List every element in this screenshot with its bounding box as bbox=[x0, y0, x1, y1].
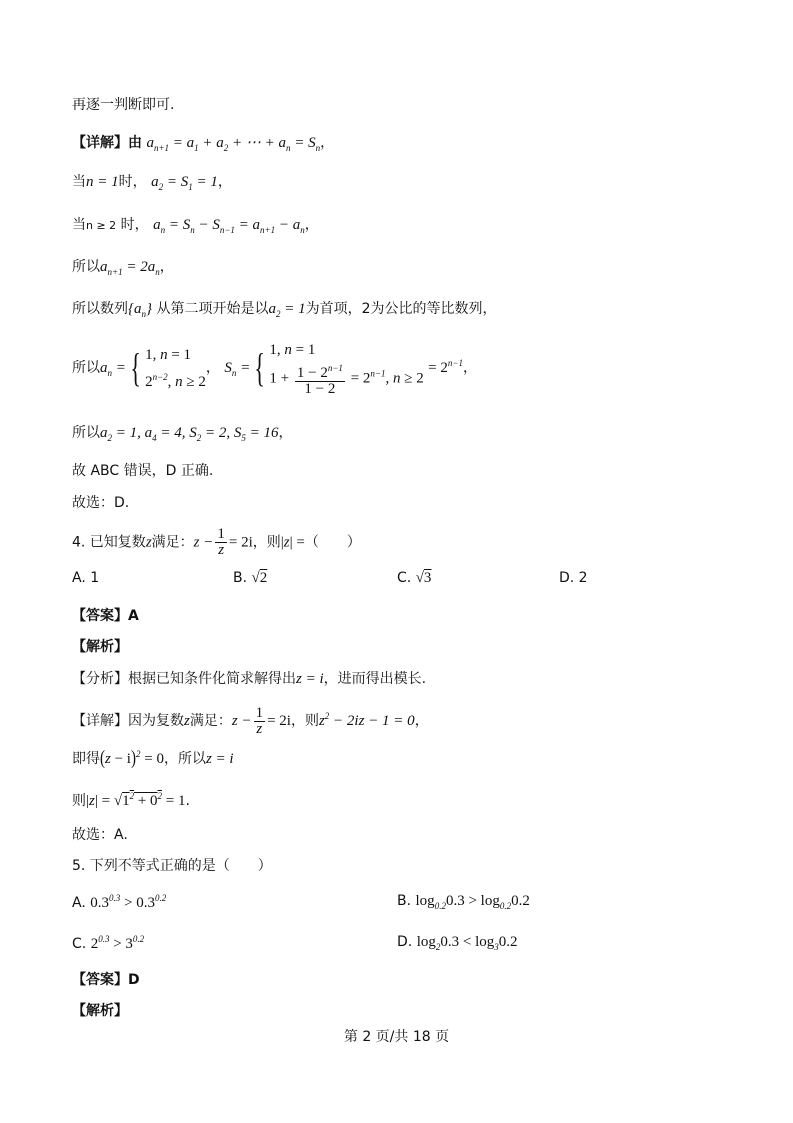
formula: z − bbox=[193, 534, 214, 551]
formula: $(z - i)^2 = 0$ bbox=[100, 748, 164, 770]
formula: $a_2 = 1$ bbox=[268, 301, 306, 319]
page-footer: 第 2 页/共 18 页 bbox=[343, 1029, 450, 1045]
text-line: 故选：D. bbox=[72, 495, 130, 511]
formula: $a_n = S_n - S_{n-1} = a_{n+1} - a_n$ bbox=[153, 217, 305, 235]
question-5-stem: 5. 下列不等式正确的是（ ） bbox=[72, 858, 272, 874]
formula: $|z| = √1^2 + 0^2 = 1$ bbox=[86, 791, 186, 809]
option-c: C. √3 bbox=[397, 570, 432, 586]
formula: $a_n$ = bbox=[100, 360, 126, 378]
text-line: 即得$(z - i)^2 = 0$，所以z = i bbox=[72, 748, 234, 770]
option-b: B. $\log_{0.2}0.3 > \log_{0.2}0.2$ bbox=[397, 893, 530, 911]
jiexi-label: 【解析】 bbox=[72, 1003, 128, 1019]
option-c: C. $2^{0.3} > 3^{0.2}$ bbox=[72, 934, 145, 952]
formula: $a_{n+1} = a_1 + a_2$ + ⋯ + $a_n = S_n$ bbox=[146, 135, 321, 153]
cases: 1, n = 1 $2^{n-2}$, n ≥ 2 bbox=[145, 346, 206, 390]
text-line: 再逐一判断即可. bbox=[72, 97, 175, 113]
text-line: 当n = 1时， $a_2 = S_1 = 1$， bbox=[72, 174, 232, 192]
text-line: 当n ≥ 2 时， $a_n = S_n - S_{n-1} = a_{n+1} - a_n$， bbox=[72, 217, 319, 235]
text-line: 故 ABC 错误，D 正确. bbox=[72, 463, 214, 479]
detail-line: 【详解】由 $a_{n+1} = a_1 + a_2$ + ⋯ + $a_n = S_n$， bbox=[72, 135, 335, 153]
option-b: B. √2 bbox=[233, 570, 268, 586]
formula: $S_n$ = bbox=[224, 360, 251, 378]
text-line: 所以$a_{n+1} = 2a_n$， bbox=[72, 259, 174, 277]
answer-label: 【答案】D bbox=[72, 972, 140, 988]
option-a: A. 1 bbox=[72, 570, 100, 586]
answer-label: 【答案】A bbox=[72, 608, 139, 624]
cases: 1, n = 1 1 + $\frac{1 - 2^{n-1}}{1 - 2}$ = $2^{n-1}$, n ≥ 2 bbox=[269, 342, 424, 397]
detail-line: 【详解】因为复数z满足：z − $\frac{1}{z}$ = 2i，则$z^2 - 2iz - 1 = 0$， bbox=[72, 704, 429, 737]
formula: $z^2 - 2iz - 1 = 0$ bbox=[318, 711, 415, 729]
formula: $a_2 = 1$, $a_4 = 4$, $S_2 = 2$, $S_5 = 16$ bbox=[100, 425, 279, 443]
option-d: D. $\log_20.3 < \log_30.2$ bbox=[397, 934, 518, 952]
text-line: 所以$a_2 = 1$, $a_4 = 4$, $S_2 = 2$, $S_5 = 16$， bbox=[72, 425, 293, 443]
formula: $a_{n+1} = 2a_n$ bbox=[100, 259, 160, 277]
formula: $a_2 = S_1 = 1$ bbox=[151, 174, 218, 192]
option-d: D. 2 bbox=[559, 570, 588, 586]
jiexi-label: 【解析】 bbox=[72, 639, 128, 655]
formula: n = 1 bbox=[86, 174, 119, 190]
question-4-stem: 4. 已知复数z满足：z − $\frac{1}{z}$ = 2i，则|z| =（ ） bbox=[72, 526, 361, 558]
formula: $\{a_n\}$ bbox=[128, 301, 152, 319]
option-a: A. $0.3^{0.3} > 0.3^{0.2}$ bbox=[72, 893, 167, 911]
text-line: 则$|z| = √1^2 + 0^2 = 1$. bbox=[72, 791, 190, 809]
text-line: 故选：A. bbox=[72, 827, 128, 843]
analysis-line: 【分析】根据已知条件化简求解得出z = i，进而得出模长. bbox=[72, 671, 427, 687]
text-line: 所以数列$\{a_n\}$ 从第二项开始是以$a_2 = 1$为首项，2为公比的等比数列， bbox=[72, 301, 497, 319]
piecewise-line: 所以$a_n$ = { 1, n = 1 $2^{n-2}$, n ≥ 2 ， $S_n$ = { 1, n = 1 1 + $\frac{1 - 2^{n-1}}{1 - 2}$ = $2^{n-1}$, n ≥ 2 = $2^{n-1}$， bbox=[72, 338, 477, 398]
